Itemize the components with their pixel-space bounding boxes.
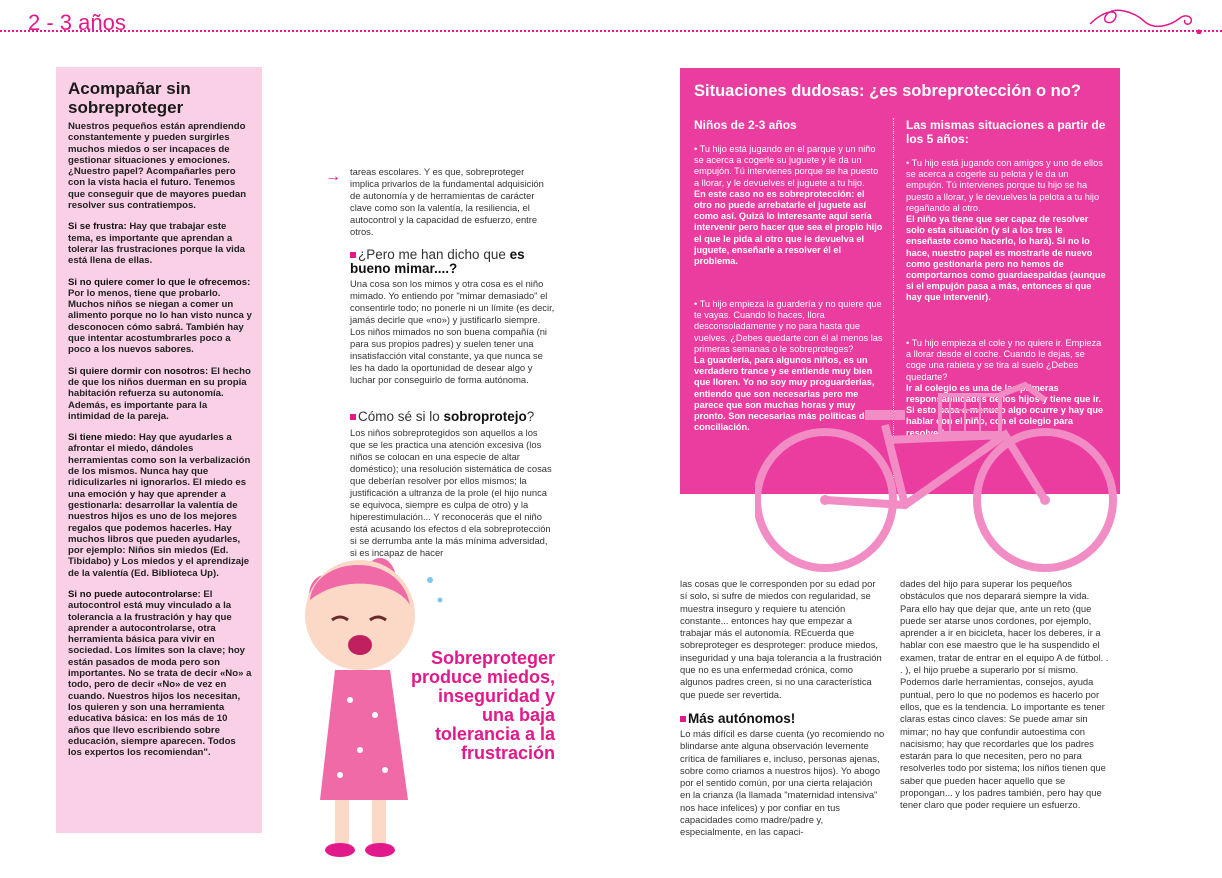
- bullet-square-icon: [350, 414, 356, 420]
- bullet-square-icon: [680, 716, 686, 722]
- swirl-ornament: [1085, 4, 1205, 34]
- left-column-heading: Niños de 2-3 años: [694, 118, 797, 132]
- sidebar-box: [56, 67, 262, 833]
- middle-para-1: tareas escolares. Y es que, sobreproteger implica privarlos de la fundamental adquisición de autonomía y de herramientas de carácter clave como son la valentía, la resiliencia, el autocontrol y la capacidad de esfuerzo, entre otros.: [350, 166, 544, 237]
- bicycle-illustration: [755, 355, 1120, 575]
- right-column-heading: Las mismas situaciones a partir de los 5 años:: [906, 118, 1106, 146]
- tip-eating: Si no quiere comer lo que le ofrecemos: Por lo menos, tiene que probarlo. Muchos niños se niegan a comer un alimento porque no lo han visto nunca y desconocen cómo sabrá. También hay que intentar acostumbrarles poco a poco a los nuevos sabores.: [68, 276, 252, 356]
- box-title: Situaciones dudosas: ¿es sobreprotección o no?: [694, 82, 1081, 100]
- section-label: 2 - 3 años: [28, 10, 126, 35]
- subheading-autonomos: Más autónomos!: [680, 712, 890, 726]
- right-para-3: dades del hijo para superar los pequeños obstáculos que nos deparará siempre la vida. Para ello hay que dejar que, ante un reto (que puede ser atarse unos cordones, por ejemplo, aprender a ir en bicicleta, hacer los deberes, ir a hablar con ese maestro que le ha suspendido el examen, tratar de entrar en el equipo A de fútbol. . . ), el hijo pruebe a superarlo por sí mismo. Podemos darle herramientas, consejos, ayuda puntual, pero lo que no podemos es hacerlo por ellos, que es la tendencia. Lo importante es tener claras estas cinco claves: Se puede amar sin mimar; no hay que confundir autoestima con nacisismo; hay que recordarles que los padres estarán para lo que necesiten, pero no para resolverles todo por sistema; los niños tienen que saber que pueden hacer aquello que se propongan... y los padres también, pero hay que tener claro que poder requiere un esfuerzo.: [900, 578, 1109, 811]
- sidebar-title: Acompañar sin sobreproteger: [68, 79, 191, 117]
- left-situation-2: • Tu hijo empieza la guardería y no quiere que te vayas. Cuando lo haces, llora desconsoladamente y no para hasta que vuelves. ¿Debes quedarte con él al menos las primeras semanas o le sobreproteges? La guardería, para algunos niños, es un verdadero trance y se entiende muy bien que lloren. Yo no soy muy proguarderías, entiendo que son necesarias pero me parece que son muchas horas y muy pronto. Son necesarias más políticas de conciliación.: [694, 299, 883, 433]
- middle-para-3: Los niños sobreprotegidos son aquellos a los que se les practica una atención excesiva (los niños se colocan en una especie de altar doméstico); una resolución sistemática de cosas que deberían resolver por ellos mismos; la justificación a ultranza de la prole (el hijo nunca se equivoca, siempre es culpa de otro) y la hiperestimulación... Y reconocerás que el niño está acusando los efectos d ela sobreprotección si se derrumba ante la más mínima adversidad, si es incapaz de hacer: [350, 427, 552, 558]
- middle-para-2: Una cosa son los mimos y otra cosa es el niño mimado. Yo entiendo por "mimar demasiado" el consentirle todo; no ponerle ni un límite (es decir, jamás decirle que «no») y justificarlo siempre. Los niños mimados no son buena compañía (ni para sus propios padres) y suelen tener una insatisfacción vital constante, ya que nunca se les ha dado la oportunidad de desear algo y luchar por conseguirlo de forma autónoma.: [350, 278, 555, 385]
- continue-arrow-icon: →: [325, 168, 341, 185]
- tip-selfcontrol: Si no puede autocontrolarse: El autocontrol está muy vinculado a la tolerancia a la frustración y hay que aprender a autocontrolarse, otra herramienta básica para vivir en sociedad. Los límites son la clave; hoy están pasados de moda pero son importantes. No se trata de decir «No» a todo, pero de decir «No» de vez en cuando. Nuestros hijos los necesitan, los quieren y son una herramienta educativa básica: en los más de 10 años que llevo escribiendo sobre educación, siempre aparecen. Todos los expertos los recomiendan".: [68, 588, 252, 759]
- pull-quote: Sobreproteger produce miedos, inseguridad y una baja tolerancia a la frustración: [410, 648, 555, 763]
- subheading-sobreprotejo: Cómo sé si lo sobroprotejo?: [350, 410, 560, 424]
- right-situation-1: • Tu hijo está jugando con amigos y uno de ellos se acerca a cogerle su pelota y le da un empujón. Tú intervienes porque tu hijo se ha puesto a llorar, y le devuelves la pelota a tu hijo regañando al otro. El niño ya tiene que ser capaz de resolver solo esta situación (y si a los tres le enseñaste como hacerlo, lo hará). Si no lo hace, nuestro papel es mostrarle de nuevo como gestionarla pero no hemos de comportarnos como guardaespaldas (aunque si el empujón pasa a más, entonces sí que hay que intervenir).: [906, 158, 1106, 303]
- left-situation-1: • Tu hijo está jugando en el parque y un niño se acerca a cogerle su juguete y le da un empujón. Tú intervienes porque se ha puesto a llorar, y le devuelves el juguete a tu hijo. En este caso no es sobreprotección: el otro no puede arrebatarle el juguete así como así. Quizá lo interesante aquí sería intervenir pero hacer que sea el propio hijo el que le pida al otro que le devuelva el juguete, enseñarle a resolver él el problema.: [694, 144, 883, 267]
- tip-fear: Si tiene miedo: Hay que ayudarles a afrontar el miedo, dándoles herramientas como son la verbalización de los mismos. Nunca hay que ridiculizarles ni ignorarlos. El miedo es una emoción y hay que aprender a gestionarla: desarrollar la valentía de nuestros hijos es uno de los mejores regalos que podemos hacerles. Hay muchos libros que pueden ayudarles, por ejemplo: Niños sin miedos (Ed. Tibidabo) y Los miedos y el aprendizaje de la valentía (Ed. Biblioteca Up).: [68, 432, 251, 579]
- bullet-square-icon: [350, 252, 356, 258]
- right-para-2: Lo más difícil es darse cuenta (yo recomiendo no blindarse ante alguna observación levemente crítica de familiares e, incluso, personas ajenas, sobre como criamos a nuestros hijos). Yo abogo por el sentido común, por una cierta relajación en la crianza (la llamada "maternidad intensiva" nos hace infelices) y por confiar en tus capacidades como madre/padre y, especialmente, en las capaci-: [680, 728, 885, 838]
- header-divider: [0, 30, 1222, 32]
- right-para-1: las cosas que le corresponden por su edad por sí solo, si sufre de miedos con regularidad, se muestra inseguro y requiere tu atención constante... entonces hay que empezar a trabajar más el autonomía. REcuerda que sobreproteger es desproteger: produce miedos, inseguridad y una baja tolerancia a la frustración que no es una enfermedad crónica, como algunos padres creen, si no una característica que puede ser revertida.: [680, 578, 882, 700]
- tip-frustration: Si se frustra: Hay que trabajar este tema, es importante que aprendan a tolerar las frustraciones porque la vida está llena de ellas.: [68, 221, 246, 267]
- right-situation-2: • Tu hijo empieza el cole y no quiere ir. Empieza a llorar desde el coche. Cuando le dejas, se coge una rabieta y se tira al suelo ¿Debes quedarte? Ir al colegio es una de las primeras responsabilidades de los hijos y tiene que ir. Si esto pasa a menudo algo ocurre y hay que hablar con el niño, con el colegio para resolverlo.: [906, 338, 1104, 438]
- tip-sleeping: Si quiere dormir con nosotros: El hecho de que los niños duerman en su propia habitación refuerza su autonomía. Además, es importante para la intimidad de la pareja.: [68, 365, 251, 422]
- subheading-mimar: ¿Pero me han dicho que es bueno mimar....?: [350, 247, 525, 276]
- sidebar-intro: Nuestros pequeños están aprendiendo constantemente y pueden surgirles muchos miedos o ser incapaces de gestionar situaciones y emociones. ¿Nuestro papel? Acompañarles pero con la vista hacia el futuro. Tenemos que conseguir que de mayores puedan resolver sus contratiempos.: [68, 121, 247, 212]
